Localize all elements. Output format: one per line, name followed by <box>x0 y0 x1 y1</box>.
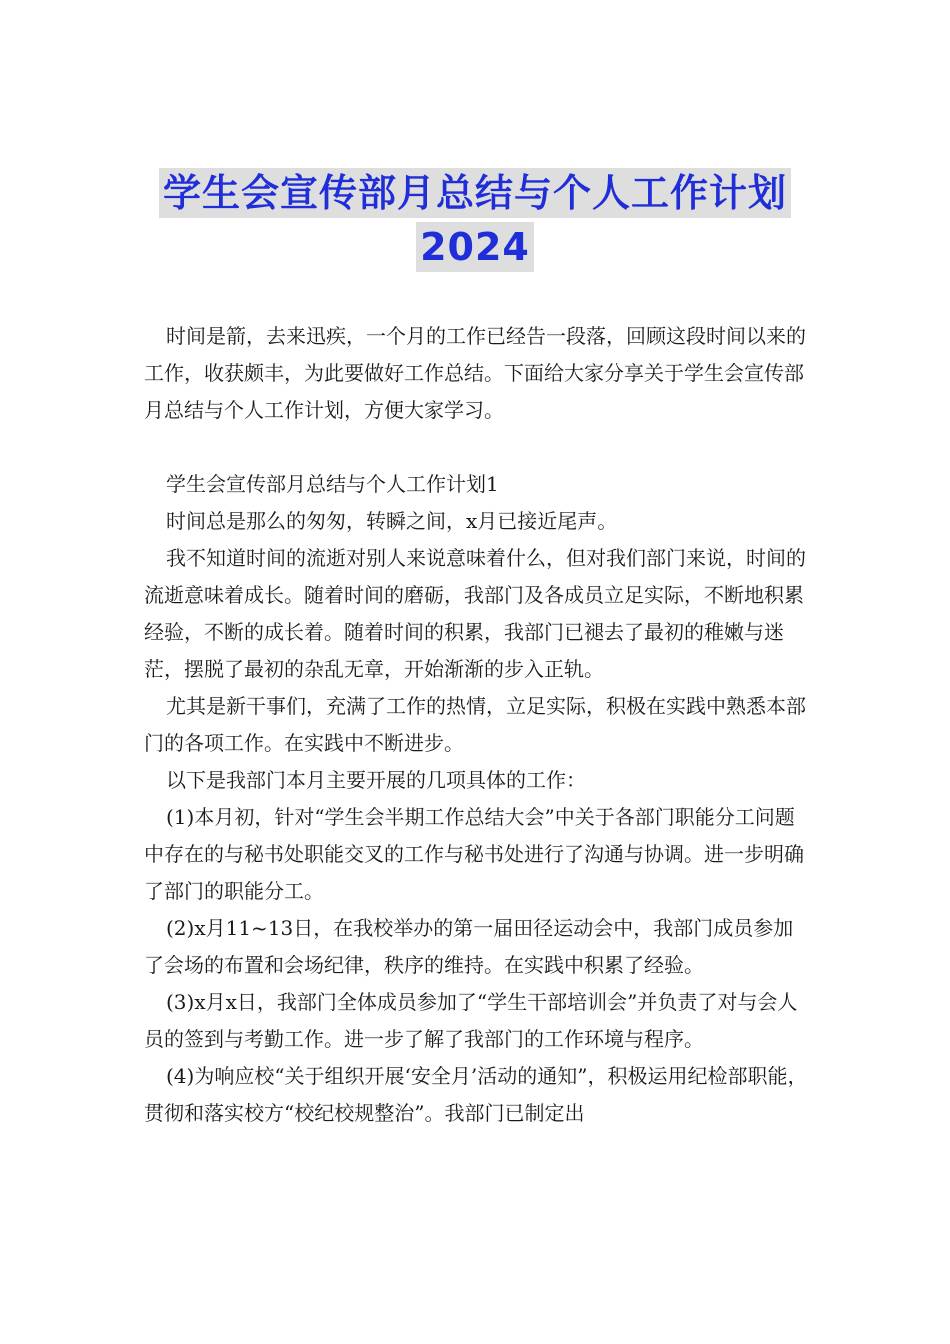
intro-paragraph: 时间是箭，去来迅疾，一个月的工作已经告一段落，回顾这段时间以来的工作，收获颇丰，为此要做好工作总结。下面给大家分享关于学生会宣传部月总结与个人工作计划，方便大家学习。 <box>144 324 806 422</box>
body-paragraph: 以下是我部门本月主要开展的几项具体的工作： <box>166 768 586 792</box>
list-item: (4)为响应校“关于组织开展‘安全月’活动的通知”，积极运用纪检部职能，贯彻和落实校方“校纪校规整治”。我部门已制定出 <box>144 1064 808 1125</box>
body-paragraph: 时间总是那么的匆匆，转瞬之间，x月已接近尾声。 <box>166 509 618 533</box>
section-heading: 学生会宣传部月总结与个人工作计划1 <box>166 472 499 496</box>
body-paragraph: 尤其是新干事们，充满了工作的热情，立足实际，积极在实践中熟悉本部门的各项工作。在实践中不断进步。 <box>144 694 806 755</box>
list-item: (3)x月x日，我部门全体成员参加了“学生干部培训会”并负责了对与会人员的签到与考勤工作。进一步了解了我部门的工作环境与程序。 <box>144 990 798 1051</box>
document-body <box>144 318 808 1132</box>
list-item: (2)x月11~13日，在我校举办的第一届田径运动会中，我部门成员参加了会场的布置和会场纪律，秩序的维持。在实践中积累了经验。 <box>144 916 794 977</box>
title-line-2: 2024 <box>416 222 534 272</box>
list-item: (1)本月初，针对“学生会半期工作总结大会”中关于各部门职能分工问题中存在的与秘书处职能交叉的工作与秘书处进行了沟通与协调。进一步明确了部门的职能分工。 <box>144 805 804 903</box>
document-title <box>0 168 950 272</box>
title-line-1: 学生会宣传部月总结与个人工作计划 <box>159 168 791 218</box>
body-paragraph: 我不知道时间的流逝对别人来说意味着什么，但对我们部门来说，时间的流逝意味着成长。随着时间的磨砺，我部门及各成员立足实际，不断地积累经验，不断的成长着。随着时间的积累，我部门已褪去了最初的稚嫩与迷茫，摆脱了最初的杂乱无章，开始渐渐的步入正轨。 <box>144 546 806 681</box>
